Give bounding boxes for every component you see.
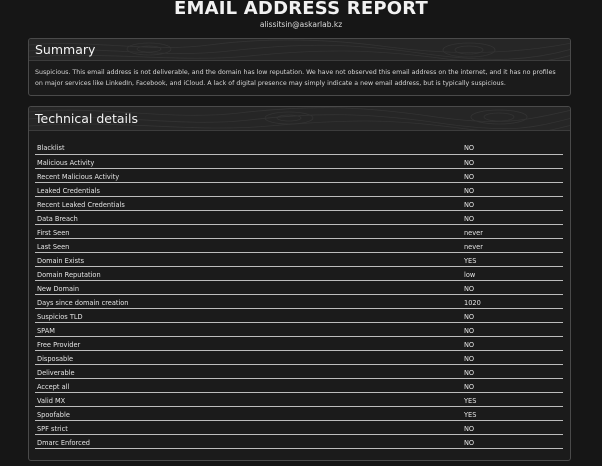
technical-details-table: [35, 140, 563, 449]
detail-name: SPF strict: [35, 420, 461, 434]
table-row: [35, 224, 563, 238]
technical-details-header: [29, 107, 570, 131]
detail-value: YES: [461, 392, 563, 406]
detail-name: Last Seen: [35, 238, 461, 252]
table-row: [35, 336, 563, 350]
detail-value: NO: [461, 168, 563, 182]
detail-value: NO: [461, 280, 563, 294]
table-row: [35, 238, 563, 252]
table-row: [35, 266, 563, 280]
detail-name: Domain Exists: [35, 252, 461, 266]
summary-text: Suspicious. This email address is not deliverable, and the domain has low reputation. We have not observed this email address on the internet, and it has no profiles on major services like LinkedIn, Facebook, and iCloud. A lack of digital presence may simply indicate a new email address, but is typically suspicious.: [35, 69, 556, 87]
detail-value: NO: [461, 420, 563, 434]
summary-title: Summary: [35, 42, 96, 57]
detail-name: Recent Leaked Credentials: [35, 196, 461, 210]
detail-value: NO: [461, 140, 563, 154]
detail-name: Spoofable: [35, 406, 461, 420]
detail-value: 1020: [461, 294, 563, 308]
summary-panel: [28, 38, 571, 96]
technical-details-panel: [28, 106, 571, 461]
table-row: [35, 322, 563, 336]
detail-name: Days since domain creation: [35, 294, 461, 308]
detail-value: low: [461, 266, 563, 280]
detail-value: never: [461, 238, 563, 252]
detail-value: NO: [461, 364, 563, 378]
table-row: [35, 308, 563, 322]
detail-value: NO: [461, 378, 563, 392]
table-row: [35, 434, 563, 448]
detail-name: Valid MX: [35, 392, 461, 406]
table-row: [35, 378, 563, 392]
detail-name: Deliverable: [35, 364, 461, 378]
detail-value: NO: [461, 154, 563, 168]
detail-name: SPAM: [35, 322, 461, 336]
detail-value: never: [461, 224, 563, 238]
detail-name: Disposable: [35, 350, 461, 364]
detail-name: Accept all: [35, 378, 461, 392]
summary-header: [29, 39, 570, 61]
detail-value: NO: [461, 322, 563, 336]
detail-name: First Seen: [35, 224, 461, 238]
detail-value: YES: [461, 406, 563, 420]
detail-name: Domain Reputation: [35, 266, 461, 280]
table-row: [35, 168, 563, 182]
detail-value: NO: [461, 210, 563, 224]
report-email: alissitsin@askarlab.kz: [259, 20, 343, 29]
table-row: [35, 294, 563, 308]
table-row: [35, 252, 563, 266]
report-title: EMAIL ADDRESS REPORT: [174, 0, 428, 19]
detail-value: NO: [461, 308, 563, 322]
table-row: [35, 406, 563, 420]
table-row: [35, 154, 563, 168]
detail-value: YES: [461, 252, 563, 266]
detail-name: Recent Malicious Activity: [35, 168, 461, 182]
table-row: [35, 182, 563, 196]
detail-name: Dmarc Enforced: [35, 434, 461, 448]
table-row: [35, 140, 563, 154]
detail-name: Leaked Credentials: [35, 182, 461, 196]
table-row: [35, 392, 563, 406]
table-row: [35, 420, 563, 434]
detail-name: Free Provider: [35, 336, 461, 350]
detail-name: Data Breach: [35, 210, 461, 224]
table-row: [35, 196, 563, 210]
detail-value: NO: [461, 336, 563, 350]
table-row: [35, 364, 563, 378]
detail-value: NO: [461, 196, 563, 210]
detail-value: NO: [461, 350, 563, 364]
detail-value: NO: [461, 182, 563, 196]
table-row: [35, 350, 563, 364]
detail-name: New Domain: [35, 280, 461, 294]
detail-name: Suspicios TLD: [35, 308, 461, 322]
detail-name: Malicious Activity: [35, 154, 461, 168]
detail-name: Blacklist: [35, 140, 461, 154]
table-row: [35, 280, 563, 294]
detail-value: NO: [461, 434, 563, 448]
table-row: [35, 210, 563, 224]
technical-details-title: Technical details: [35, 111, 139, 126]
